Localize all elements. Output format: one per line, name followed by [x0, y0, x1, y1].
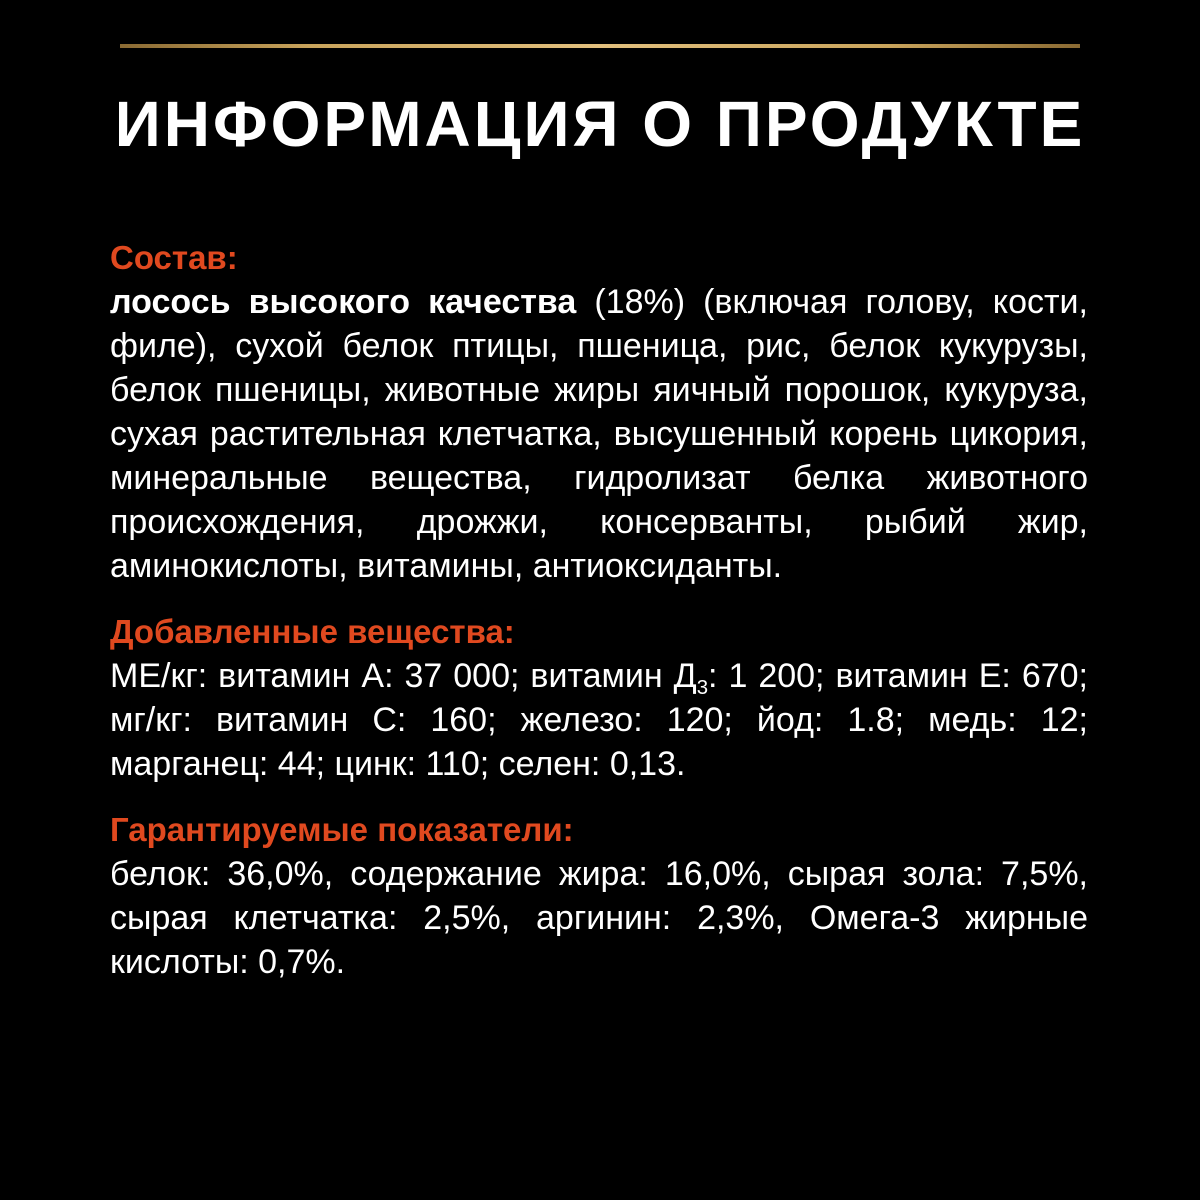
composition-text [110, 280, 1088, 588]
vitamin-d-subscript: 3 [696, 677, 709, 700]
gold-divider-line [120, 44, 1080, 48]
composition-section [110, 236, 1088, 588]
additives-text [110, 654, 1088, 786]
composition-rest: (18%) (включая голову, кости, филе), сухой белок птицы, пшеница, рис, белок кукурузы, белок пшеницы, животные жиры яичный порошок, кукуруза, сухая растительная клетчатка, высушенный корень цикория, минеральные вещества, гидролизат белка животного происхождения, дрожжи, консерванты, рыбий жир, аминокислоты, витамины, антиоксиданты. [110, 283, 1088, 585]
additives-heading: Добавленные вещества: [110, 613, 515, 650]
additives-section [110, 610, 1088, 786]
guaranteed-text: белок: 36,0%, содержание жира: 16,0%, сырая зола: 7,5%, сырая клетчатка: 2,5%, аргинин: 2,3%, Омега-3 жирные кислоты: 0,7%. [110, 855, 1088, 981]
additives-text-end: : 1 200; витамин Е: 670; мг/кг: витамин С: 160; железо: 120; йод: 1.8; медь: 12; марганец: 44; цинк: 110; селен: 0,13. [110, 657, 1088, 783]
composition-heading: Состав: [110, 239, 238, 276]
product-info-content [110, 236, 1088, 984]
guaranteed-section [110, 808, 1088, 984]
additives-text-start: МЕ/кг: витамин А: 37 000; витамин Д [110, 657, 697, 695]
page-title: ИНФОРМАЦИЯ О ПРОДУКТЕ [114, 88, 1086, 160]
guaranteed-heading: Гарантируемые показатели: [110, 811, 574, 848]
composition-lead: лосось высокого качества [110, 283, 577, 321]
